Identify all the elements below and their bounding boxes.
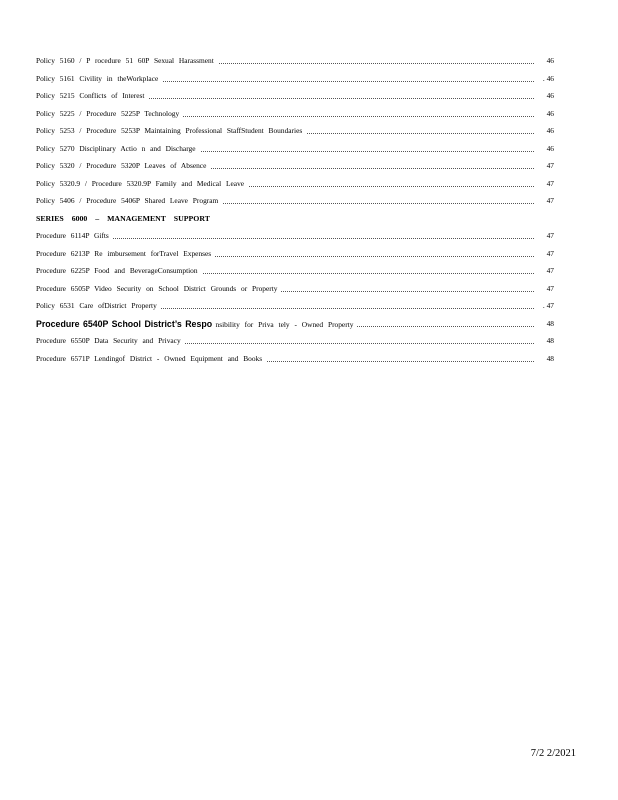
toc-entry	[36, 159, 554, 177]
toc-entry-page: 48	[543, 336, 554, 345]
toc-entry-page: 47	[543, 231, 554, 240]
toc-entry-page: 47	[543, 284, 554, 293]
toc-entry-label: Policy 5253 / Procedure 5253P Maintaining Professional StaffStudent Boundaries	[36, 126, 306, 135]
toc-entry-label: Procedure 6114P Gifts	[36, 231, 113, 240]
toc-entry-page: 47	[543, 249, 554, 258]
toc-entry	[36, 89, 554, 107]
toc-entry	[36, 72, 554, 90]
table-of-contents	[36, 54, 554, 369]
toc-section-heading	[36, 212, 554, 230]
toc-entry-page: 47	[543, 266, 554, 275]
toc-entry-label: Policy 5161 Civility in theWorkplace	[36, 74, 162, 83]
toc-entry	[36, 194, 554, 212]
toc-entry-label: Policy 5320.9 / Procedure 5320.9P Family and Medical Leave	[36, 179, 248, 188]
toc-entry-page: 47	[543, 179, 554, 188]
toc-entry-page: 47	[543, 196, 554, 205]
toc-entry	[36, 334, 554, 352]
toc-entry-page: 46	[543, 109, 554, 118]
toc-entry-page: 46	[543, 91, 554, 100]
toc-entry-page: 48	[543, 354, 554, 363]
toc-entry	[36, 124, 554, 142]
toc-entry-page: 46	[543, 126, 554, 135]
toc-entry-page: 48	[543, 319, 554, 328]
toc-entry-label: Policy 6531 Care ofDistrict Property	[36, 301, 161, 310]
toc-entry-label: Policy 5225 / Procedure 5225P Technology	[36, 109, 183, 118]
toc-entry-page: . 46	[539, 74, 554, 83]
toc-entry-label	[36, 319, 357, 329]
toc-entry-label: Procedure 6213P Re imbursement forTravel Expenses	[36, 249, 215, 258]
toc-entry-page: . 47	[539, 301, 554, 310]
toc-entry-label: Policy 5215 Conflicts of Interest	[36, 91, 148, 100]
toc-entry-label: Policy 5406 / Procedure 5406P Shared Leave Program	[36, 196, 222, 205]
toc-entry-label-bold: Procedure 6540P School District’s Respo	[36, 318, 213, 329]
toc-entry	[36, 264, 554, 282]
toc-entry-page: 46	[543, 56, 554, 65]
toc-entry-label: Policy 5270 Disciplinary Actio n and Discharge	[36, 144, 200, 153]
toc-entry	[36, 142, 554, 160]
toc-entry-page: 47	[543, 161, 554, 170]
toc-entry	[36, 317, 554, 335]
footer-date: 7/2 2/2021	[530, 748, 576, 759]
toc-entry-label-rest: nsibility for Priva tely - Owned Property	[215, 319, 354, 329]
toc-entry-label: Procedure 6550P Data Security and Privacy	[36, 336, 185, 345]
toc-entry	[36, 177, 554, 195]
toc-entry	[36, 229, 554, 247]
toc-entry-label: Policy 5320 / Procedure 5320P Leaves of Absence	[36, 161, 210, 170]
toc-entry	[36, 247, 554, 265]
toc-entry-label: Procedure 6571P Lendingof District - Owned Equipment and Books	[36, 354, 266, 363]
toc-entry	[36, 299, 554, 317]
toc-entry	[36, 352, 554, 370]
toc-entry	[36, 54, 554, 72]
toc-entry-label: Procedure 6505P Video Security on School District Grounds or Property	[36, 284, 281, 293]
toc-entry	[36, 282, 554, 300]
toc-entry-label: Policy 5160 / P rocedure 51 60P Sexual Harassment	[36, 56, 218, 65]
toc-entry-page: 46	[543, 144, 554, 153]
toc-entry	[36, 107, 554, 125]
section-heading-label: SERIES 6000 – MANAGEMENT SUPPORT	[36, 214, 214, 223]
toc-entry-label: Procedure 6225P Food and BeverageConsumption	[36, 266, 202, 275]
